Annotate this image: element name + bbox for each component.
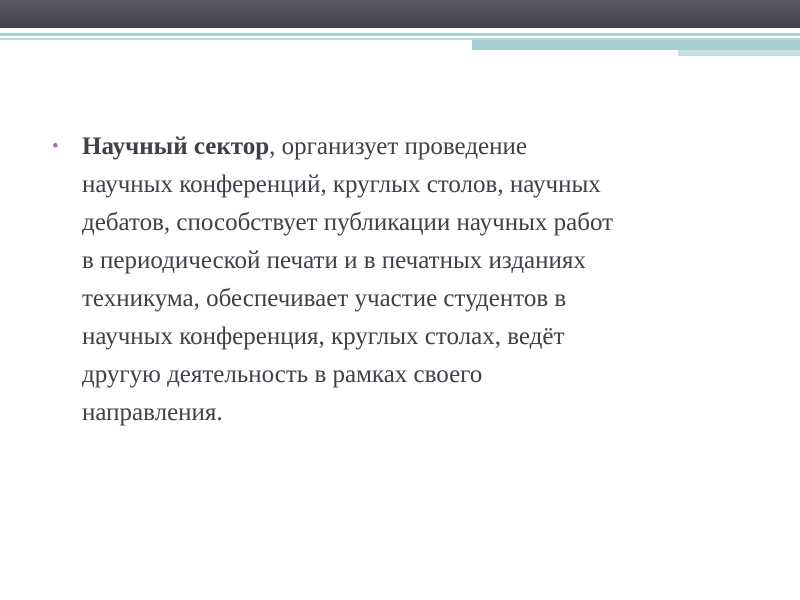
bullet-dot-icon: • [52,136,59,157]
bullet-line-2: научных конференций, круглых столов, научных [82,171,601,198]
bullet-text [82,128,752,432]
bullet-first-line-rest: , организует проведение [269,133,527,160]
bullet-line-1 [82,128,752,166]
bullet-line-5: техникума, обеспечивает участие студентов в [82,285,567,312]
bullet-line-4: в периодической печати и в печатных изданиях [82,247,586,274]
header-accent-line [0,33,800,36]
header-band [0,0,800,28]
bullet-line-7: другую деятельность в рамках своего [82,361,483,388]
bullet-term: Научный сектор [82,133,270,160]
header-accent-block-small [678,50,800,56]
bullet-line-3: дебатов, способствует публикации научных работ [82,209,614,236]
header-accent-block [472,40,800,50]
bullet-line-6: научных конференция, круглых столах, ведёт [82,323,565,350]
bullet-item [52,128,752,432]
slide-content [52,128,752,432]
bullet-line-8: направления. [82,399,223,426]
